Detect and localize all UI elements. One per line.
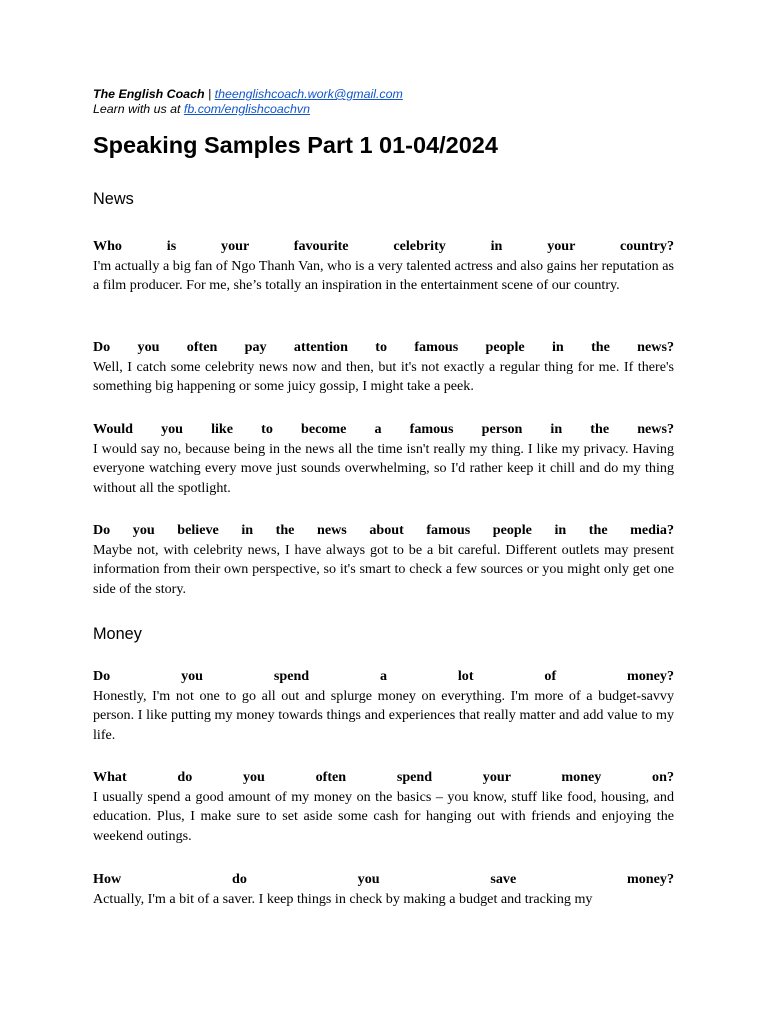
facebook-link[interactable]: fb.com/englishcoachvn — [183, 101, 310, 116]
header-line-2 — [93, 102, 403, 117]
qa-item — [93, 521, 674, 599]
question: Do you spend a lot of money? — [93, 668, 674, 684]
answer: I'm actually a big fan of Ngo Thanh Van, who is a very talented actress and also gains her reputation as a film producer. For me, she’s totally an inspiration in the entertainment scene of our country. — [93, 257, 674, 293]
question: Would you like to become a famous person in the news? — [93, 421, 674, 437]
header-separator: | — [204, 87, 215, 101]
header-line-1 — [93, 87, 403, 102]
qa-item — [93, 768, 674, 846]
page-title: Speaking Samples Part 1 01-04/2024 — [93, 132, 498, 158]
learn-prefix: Learn with us at — [93, 101, 184, 116]
question: Do you often pay attention to famous people in the news? — [93, 339, 674, 355]
qa-item — [93, 870, 674, 909]
section-heading-money: Money — [93, 625, 142, 643]
qa-item — [93, 667, 674, 745]
document-header — [93, 87, 403, 116]
answer: Maybe not, with celebrity news, I have always got to be a bit careful. Different outlets may present information from their own perspective, so it's smart to check a few sources or you might only get one side of the story. — [93, 541, 674, 597]
question: How do you save money? — [93, 871, 674, 887]
answer: Well, I catch some celebrity news now and then, but it's not exactly a regular thing for me. If there's something big happening or some juicy gossip, I might take a peek. — [93, 358, 674, 394]
qa-item — [93, 420, 674, 498]
question: What do you often spend your money on? — [93, 769, 674, 785]
answer: I usually spend a good amount of my money on the basics – you know, stuff like food, housing, and education. Plus, I make sure to set aside some cash for hanging out with friends and enjoying the weekend outings. — [93, 788, 674, 844]
section-heading-news: News — [93, 190, 134, 208]
brand-name: The English Coach — [93, 87, 205, 101]
qa-item — [93, 338, 674, 397]
answer: I would say no, because being in the news all the time isn't really my thing. I like my privacy. Having everyone watching every move just sounds overwhelming, so I'd rather keep it chill and do my thing without all the spotlight. — [93, 440, 674, 496]
qa-item — [93, 237, 674, 296]
question: Who is your favourite celebrity in your country? — [93, 238, 674, 254]
email-link[interactable]: theenglishcoach.work@gmail.com — [214, 87, 403, 101]
question: Do you believe in the news about famous people in the media? — [93, 522, 674, 538]
answer: Actually, I'm a bit of a saver. I keep things in check by making a budget and tracking my — [93, 890, 593, 907]
answer: Honestly, I'm not one to go all out and splurge money on everything. I'm more of a budget-savvy person. I like putting my money towards things and experiences that really matter and add value to my life. — [93, 687, 674, 743]
